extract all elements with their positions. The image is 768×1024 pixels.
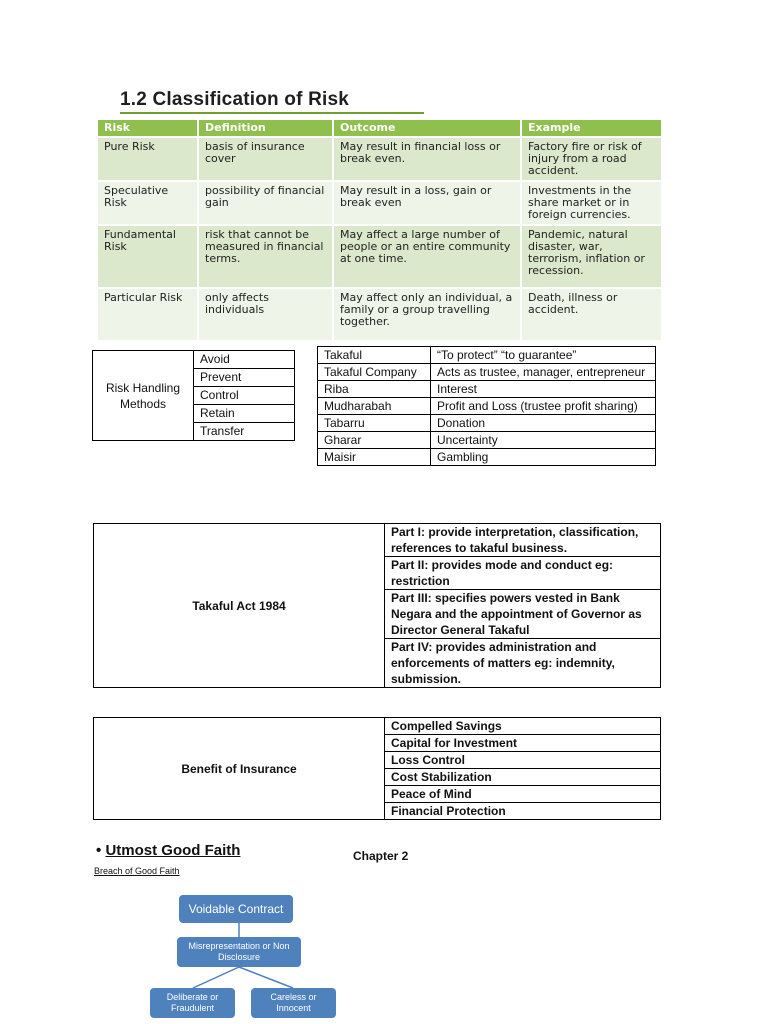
table-cell: Factory fire or risk of injury from a road accident.: [521, 137, 662, 181]
bullet-icon: •: [96, 842, 102, 859]
heading-text: Utmost Good Faith: [105, 842, 241, 859]
table-cell: only affects individuals: [198, 288, 333, 340]
table-cell: May result in a loss, gain or break even: [333, 181, 521, 225]
meaning-cell: Gambling: [431, 449, 656, 466]
benefit-label: Benefit of Insurance: [94, 718, 385, 820]
table-cell: Pandemic, natural disaster, war, terrorism, inflation or recession.: [521, 225, 662, 288]
meaning-cell: Profit and Loss (trustee profit sharing): [431, 398, 656, 415]
header-cell: Outcome: [333, 120, 521, 137]
term-cell: Takaful Company: [318, 364, 431, 381]
risk-handling-label: Risk Handling Methods: [93, 351, 194, 441]
term-cell: Mudharabah: [318, 398, 431, 415]
table-cell: possibility of financial gain: [198, 181, 333, 225]
meaning-cell: Acts as trustee, manager, entrepreneur: [431, 364, 656, 381]
method-cell: Retain: [194, 405, 295, 423]
table-cell: Death, illness or accident.: [521, 288, 662, 340]
connector-line: [239, 967, 293, 988]
node-voidable-contract: Voidable Contract: [179, 895, 293, 923]
table-cell: Investments in the share market or in foreign currencies.: [521, 181, 662, 225]
method-cell: Avoid: [194, 351, 295, 369]
chapter-label: Chapter 2: [353, 849, 409, 863]
meaning-cell: Uncertainty: [431, 432, 656, 449]
term-cell: Riba: [318, 381, 431, 398]
table-cell: May affect only an individual, a family or a group travelling together.: [333, 288, 521, 340]
risk-classification-title: 1.2 Classification of Risk: [120, 89, 350, 110]
table-cell: Particular Risk: [98, 288, 198, 340]
benefit-cell: Cost Stabilization: [385, 769, 661, 786]
benefit-cell: Peace of Mind: [385, 786, 661, 803]
header-cell: Definition: [198, 120, 333, 137]
term-cell: Maisir: [318, 449, 431, 466]
node-careless-innocent: Careless or Innocent: [251, 988, 336, 1018]
table-cell: May affect a large number of people or an entire community at one time.: [333, 225, 521, 288]
table-cell: Speculative Risk: [98, 181, 198, 225]
takaful-act-label: Takaful Act 1984: [94, 524, 385, 688]
method-cell: Transfer: [194, 423, 295, 441]
term-cell: Gharar: [318, 432, 431, 449]
method-cell: Control: [194, 387, 295, 405]
benefit-cell: Loss Control: [385, 752, 661, 769]
act-part-cell: Part I: provide interpretation, classification, references to takaful business.: [385, 524, 661, 557]
act-part-cell: Part IV: provides administration and enforcements of matters eg: indemnity, submission.: [385, 639, 661, 688]
term-cell: Tabarru: [318, 415, 431, 432]
benefit-cell: Capital for Investment: [385, 735, 661, 752]
connector-line: [193, 967, 239, 988]
meaning-cell: “To protect” “to guarantee”: [431, 347, 656, 364]
table-cell: Fundamental Risk: [98, 225, 198, 288]
node-misrepresentation: Misrepresentation or Non Disclosure: [177, 937, 301, 967]
meaning-cell: Interest: [431, 381, 656, 398]
method-cell: Prevent: [194, 369, 295, 387]
header-cell: Risk: [98, 120, 198, 137]
act-part-cell: Part III: specifies powers vested in Bank Negara and the appointment of Governor as Director General Takaful: [385, 590, 661, 639]
header-cell: Example: [521, 120, 662, 137]
table-cell: basis of insurance cover: [198, 137, 333, 181]
table-cell: Pure Risk: [98, 137, 198, 181]
breach-of-good-faith-subheading: Breach of Good Faith: [94, 866, 180, 876]
term-cell: Takaful: [318, 347, 431, 364]
act-part-cell: Part II: provides mode and conduct eg: restriction: [385, 557, 661, 590]
node-deliberate-fraudulent: Deliberate or Fraudulent: [150, 988, 235, 1018]
table-cell: risk that cannot be measured in financial terms.: [198, 225, 333, 288]
table-cell: May result in financial loss or break even.: [333, 137, 521, 181]
meaning-cell: Donation: [431, 415, 656, 432]
benefit-cell: Compelled Savings: [385, 718, 661, 735]
benefit-cell: Financial Protection: [385, 803, 661, 820]
